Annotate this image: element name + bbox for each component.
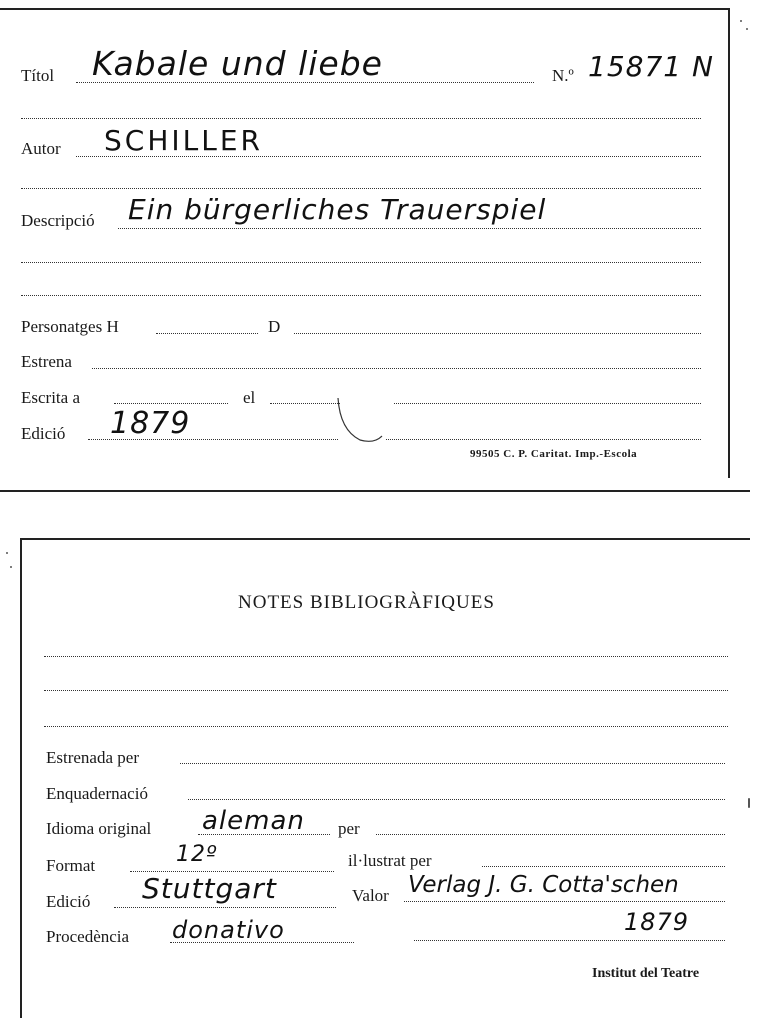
procedencia-rest-line xyxy=(414,940,725,941)
titol-value: Kabale und liebe xyxy=(92,44,383,83)
illustrat-line xyxy=(482,866,725,867)
edicio2-value: Stuttgart xyxy=(142,872,277,905)
edicio-value: 1879 xyxy=(110,406,191,441)
card2-left-border xyxy=(20,538,22,1018)
card1-rule-4 xyxy=(21,295,701,296)
card1-right-border xyxy=(728,8,730,478)
procedencia-value: donativo xyxy=(172,916,285,944)
card2-top-border xyxy=(20,538,750,540)
estrena-line xyxy=(92,368,701,369)
edicio-rest-line xyxy=(386,439,701,440)
notes-rule-1 xyxy=(44,656,728,657)
scan-speck xyxy=(748,798,750,808)
notes-title: NOTES BIBLIOGRÀFIQUES xyxy=(238,592,495,613)
personatges-label: Personatges H xyxy=(21,317,119,336)
escrita-label: Escrita a xyxy=(21,388,80,407)
scan-speck xyxy=(740,20,742,22)
notes-rule-3 xyxy=(44,726,728,727)
format-value: 12º xyxy=(176,842,218,867)
card1-top-border xyxy=(0,8,730,10)
autor-value: SCHILLER xyxy=(104,124,263,157)
card1-bottom-border xyxy=(0,490,750,492)
card1-rule-2 xyxy=(21,188,701,189)
personatges-d-line xyxy=(294,333,701,334)
escrita-a-line xyxy=(114,403,228,404)
notes-rule-2 xyxy=(44,690,728,691)
titol-label: Títol xyxy=(21,66,55,85)
edicio2-label: Edició xyxy=(46,892,91,911)
personatges-d-label: D xyxy=(268,317,281,336)
personatges-h-line xyxy=(156,333,258,334)
descripcio-label: Descripció xyxy=(21,211,95,230)
numero-value: 15871 N xyxy=(588,50,714,83)
valor-line xyxy=(404,901,725,902)
estrena-label: Estrena xyxy=(21,352,72,371)
numero-label: N.º xyxy=(552,66,574,85)
idioma-label: Idioma original xyxy=(46,819,152,838)
enquadernacio-label: Enquadernació xyxy=(46,784,148,803)
escrita-rest-line xyxy=(394,403,701,404)
idioma-per-label: per xyxy=(338,819,360,838)
scan-speck xyxy=(746,28,748,30)
idioma-value: aleman xyxy=(202,806,305,836)
illustrat-label: il·lustrat per xyxy=(348,851,432,870)
descripcio-line xyxy=(118,228,701,229)
edicio-label: Edició xyxy=(21,424,66,443)
el-label: el xyxy=(243,388,256,407)
procedencia-label: Procedència xyxy=(46,927,130,946)
punch-hole-mark xyxy=(332,390,388,450)
valor-value: Verlag J. G. Cotta'schen xyxy=(408,872,679,898)
autor-label: Autor xyxy=(21,139,61,158)
printer-imprint: 99505 C. P. Caritat. Imp.-Escola xyxy=(470,448,638,460)
card1-rule-1 xyxy=(21,118,701,119)
estrenada-label: Estrenada per xyxy=(46,748,139,767)
year-value: 1879 xyxy=(624,908,690,936)
format-label: Format xyxy=(46,856,96,875)
institution-imprint: Institut del Teatre xyxy=(592,966,700,981)
escrita-el-line xyxy=(270,403,340,404)
scan-speck xyxy=(10,566,12,568)
edicio2-line xyxy=(114,907,336,908)
scan-speck xyxy=(6,552,8,554)
descripcio-value: Ein bürgerliches Trauerspiel xyxy=(128,193,547,226)
estrenada-line xyxy=(180,763,725,764)
enquadernacio-line xyxy=(188,799,725,800)
idioma-per-line xyxy=(376,834,725,835)
card1-rule-3 xyxy=(21,262,701,263)
valor-label: Valor xyxy=(352,886,389,905)
